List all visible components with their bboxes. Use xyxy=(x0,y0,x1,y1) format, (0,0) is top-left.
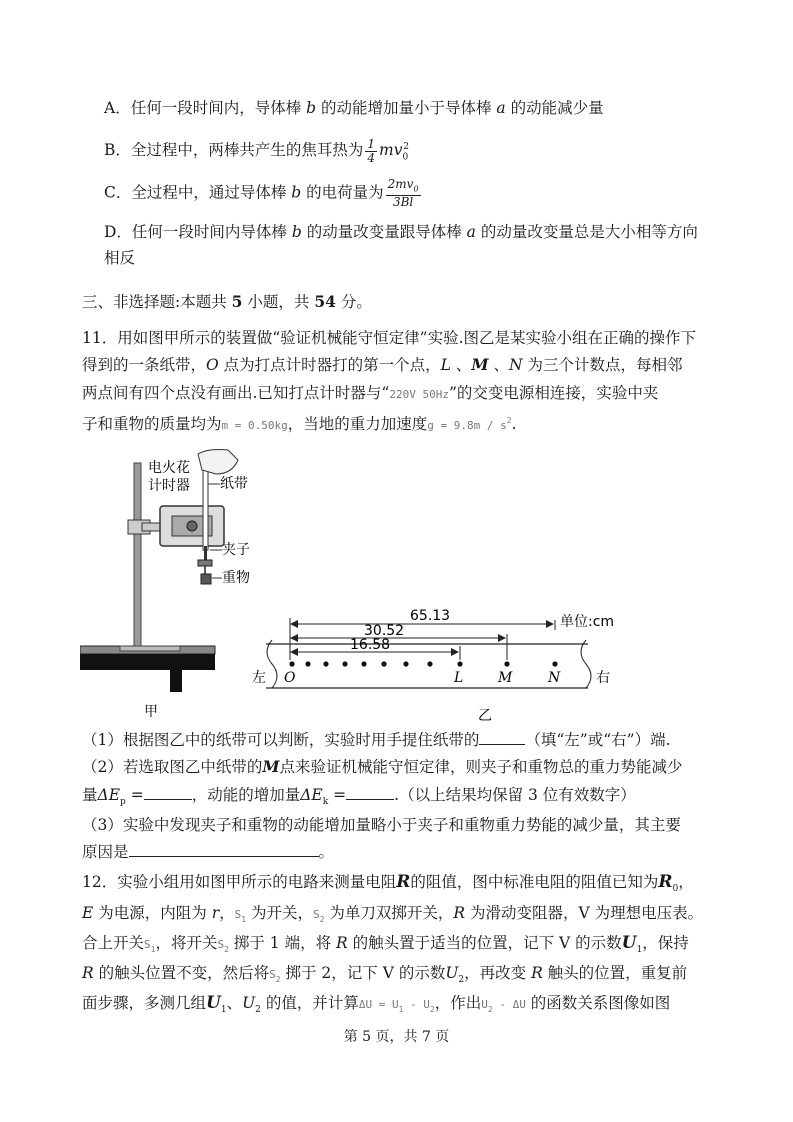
q12-line5: 面步骤，多测几组$U_1$、$U_2$ 的值，并计算$\Delta U = U_1 - U_2$，作出$U_2$ - ΔU 的函数关系图像如图 xyxy=(82,993,671,1016)
distance-65: 65.13 xyxy=(410,608,451,624)
q12-line3: 合上开关$S_1$，将开关$S_2$ 掷于 1 端，将 R 的触头置于适当的位置，记下 V 的示数$U_1$，保持 xyxy=(82,933,689,956)
blank-3[interactable] xyxy=(346,785,394,800)
option-d-line2: 相反 xyxy=(104,249,136,267)
blank-4[interactable] xyxy=(129,842,319,857)
section-heading: 三、非选择题:本题共 5 小题，共 54 分。 xyxy=(82,292,372,311)
q11-sub2-line2: 量$\Delta E_p$ = ，动能的增加量$\Delta E_k$ = .（以上结果均保留 3 位有效数字） xyxy=(82,786,636,808)
iron-stand xyxy=(80,463,215,692)
option-c: C．全过程中，通过导体棒 b 的电荷量为 $\frac{2mv_0}{3Bl}$ xyxy=(104,177,419,210)
caption-jia: 甲 xyxy=(144,704,158,720)
caption-yi: 乙 xyxy=(478,708,492,724)
fraction-one-quarter: $\frac{1}{4}$ xyxy=(367,136,376,165)
blank-1[interactable] xyxy=(479,730,525,745)
point-l: L xyxy=(454,670,464,686)
q11-sub3-line2: 原因是 。 xyxy=(82,843,335,861)
q11-line1: 11．用如图甲所示的装置做“验证机械能守恒定律”实验.图乙是某实验小组在正确的操作下 xyxy=(82,329,697,347)
q11-sub3: （3）实验中发现夹子和重物的动能增加量略小于夹子和重物重力势能的减少量，其主要 xyxy=(82,816,681,834)
spark-timer xyxy=(160,506,224,546)
timer-label-2: 计时器 xyxy=(148,478,190,494)
q11-line2: 得到的一条纸带，O 点为打点计时器打的第一个点，L 、M 、N 为三个计数点，每相邻 xyxy=(82,355,683,374)
point-o: O xyxy=(284,670,296,686)
point-m: M xyxy=(498,670,513,686)
q11-line4: 子和重物的质量均为m = 0.50kg，当地的重力加速度$g = 9.8m / s^2$. xyxy=(82,415,517,434)
q12-line4: R 的触头位置不变，然后将$S_2$ 掷于 2，记下 V 的示数$U_2$，再改变 R 触头的位置，重复前 xyxy=(82,964,688,986)
point-n: N xyxy=(548,670,561,686)
distance-30: 30.52 xyxy=(364,623,405,639)
left-label: 左 xyxy=(252,670,266,686)
timer-label-1: 电火花 xyxy=(148,460,190,476)
blank-2[interactable] xyxy=(144,785,192,800)
q12-line2: E 为电源，内阻为 r，$S_1$ 为开关，$S_2$ 为单刀双掷开关，R 为滑动变阻器，V 为理想电压表。 xyxy=(82,904,704,925)
option-d: D．任何一段时间内导体棒 b 的动量改变量跟导体棒 a 的动量改变量总是大小相等方向 xyxy=(104,223,698,241)
right-label: 右 xyxy=(596,670,610,686)
clip-label: 夹子 xyxy=(222,542,250,558)
tape-label: 纸带 xyxy=(220,476,248,492)
option-a: A．任何一段时间内，导体棒 b 的动能增加量小于导体棒 a 的动能减少量 xyxy=(104,99,604,117)
weight-label: 重物 xyxy=(222,570,250,586)
experiment-figure xyxy=(80,448,640,726)
distance-16: 16.58 xyxy=(350,637,391,653)
page-footer: 第 5 页，共 7 页 xyxy=(343,1029,450,1045)
q11-sub1: （1）根据图乙中的纸带可以判断，实验时用手提住纸带的 （填“左”或“右”）端. xyxy=(82,731,671,749)
fraction-charge: $\frac{2mv_0}{3Bl}$ xyxy=(387,177,419,210)
unit-label: 单位:cm xyxy=(560,614,615,630)
option-b: B．全过程中，两棒共产生的焦耳热为 $\frac{1}{4}$ $mv_0^2$ xyxy=(104,136,409,165)
tape-diagram xyxy=(266,618,591,688)
q11-sub2: （2）若选取图乙中纸带的M点来验证机械能守恒定律，则夹子和重物总的重力势能减少 xyxy=(82,757,683,776)
q12-line1: 12．实验小组用如图甲所示的电路来测量电阻R的阻值，图中标准电阻的阻值已知为$R_0$， xyxy=(82,872,694,895)
q11-line3: 两点间有四个点没有画出.已知打点计时器与“220V 50Hz”的交变电源相连接，实验中夹 xyxy=(82,384,659,402)
